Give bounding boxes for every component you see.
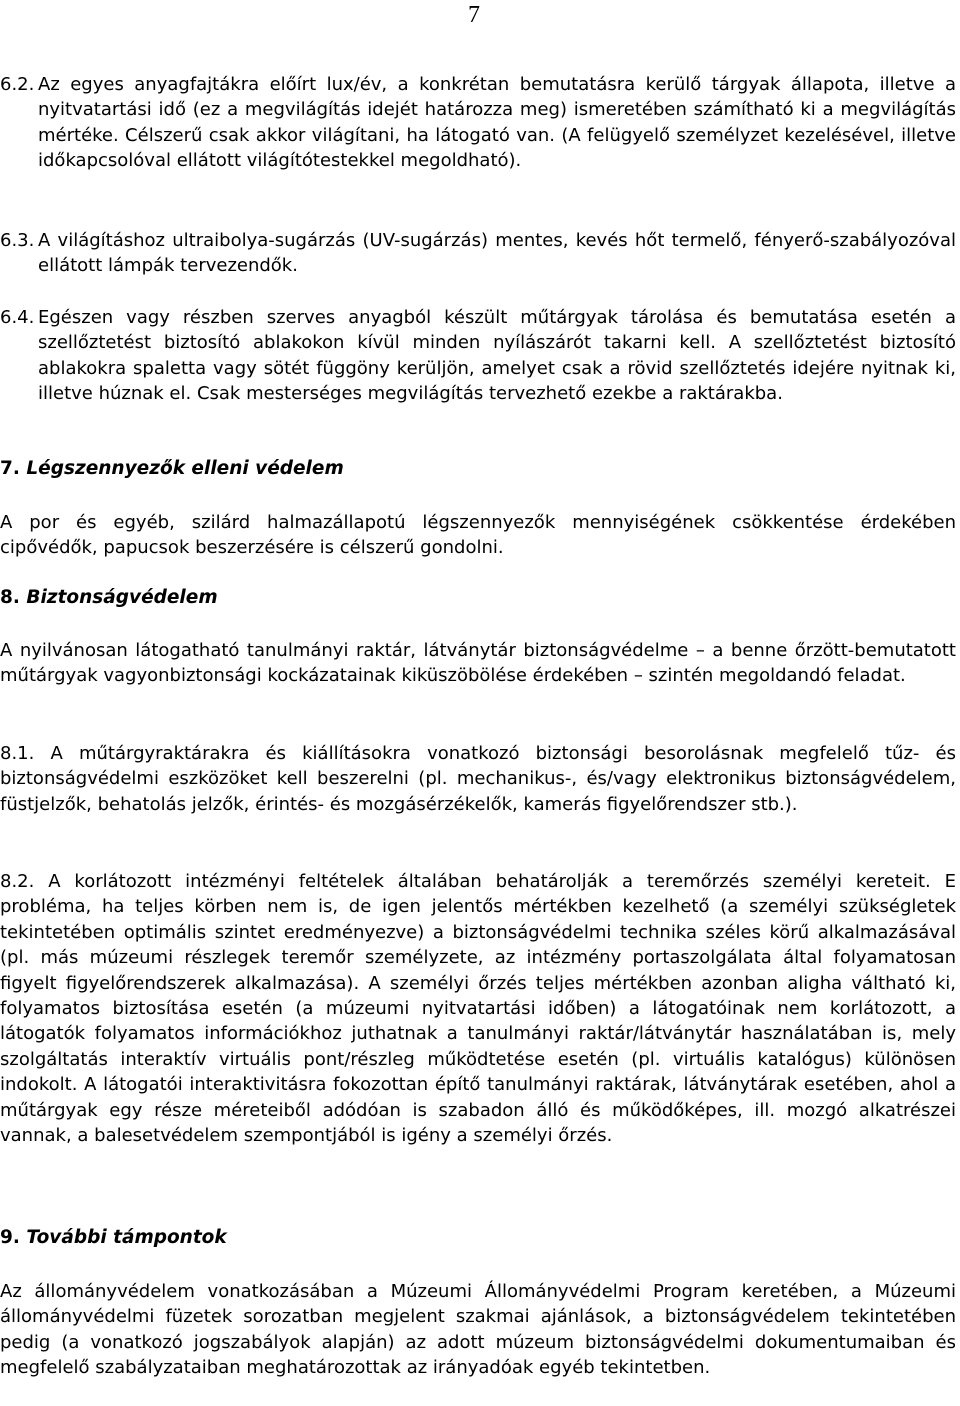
section-number: 8. <box>0 587 20 608</box>
section-title: Légszennyezők elleni védelem <box>26 458 344 479</box>
section-8-heading <box>0 587 218 608</box>
page-number: 7 <box>468 2 480 28</box>
paragraph-number: 6.2. <box>0 74 35 95</box>
section-9-heading <box>0 1227 227 1248</box>
paragraph-6-4 <box>0 305 956 407</box>
paragraph-number: 6.4. <box>0 307 35 328</box>
paragraph-8-1: 8.1. A műtárgyraktárakra és kiállításokra vonatkozó biztonsági besorolásnak megfelelő tűz- és biztonságvédelmi eszközöket kell beszerelni (pl. mechanikus-, és/vagy elektronikus biztonságvédelem, füstjelzők, behatolás jelzők, érintés- és mozgásérzékelők, kamerás figyelőrendszer stb.). <box>0 743 956 815</box>
section-7-body: A por és egyéb, szilárd halmazállapotú légszennyezők mennyiségének csökkentése érdekében cipővédők, papucsok beszerzésére is célszerű gondolni. <box>0 512 956 559</box>
paragraph-number: 6.3. <box>0 230 35 251</box>
section-8-body: A nyilvánosan látogatható tanulmányi raktár, látványtár biztonságvédelme – a benne őrzött-bemutatott műtárgyak vagyonbiztonsági kockázatainak kiküszöbölése érdekében – szintén megoldandó feladat. <box>0 640 956 687</box>
paragraph-6-2 <box>0 72 956 174</box>
paragraph-text: Egészen vagy részben szerves anyagból készült műtárgyak tárolása és bemutatása esetén a szellőztetést biztosító ablakokon kívül minden nyílászárót takarni kell. A szellőztetést biztosító ablakokra spaletta vagy sötét függöny kerüljön, amelyet csak a rövid szellőztetés idejére nyitnak ki, illetve húznak el. Csak mesterséges megvilágítás tervezhető ezekbe a raktárakba. <box>38 307 956 405</box>
paragraph-6-3 <box>0 228 956 279</box>
section-7-heading <box>0 458 344 479</box>
section-title: További támpontok <box>26 1227 227 1248</box>
paragraph-text: Az egyes anyagfajtákra előírt lux/év, a konkrétan bemutatásra kerülő tárgyak állapota, illetve a nyitvatartási idő (ez a megvilágítás idejét határozza meg) ismeretében számítható ki a megvilágítás mértéke. Célszerű csak akkor világítani, ha látogató van. (A felügyelő személyzet kezelésével, illetve időkapcsolóval ellátott világítótestekkel megoldható). <box>38 74 956 172</box>
section-number: 9. <box>0 1227 20 1248</box>
section-number: 7. <box>0 458 20 479</box>
paragraph-text: A világításhoz ultraibolya-sugárzás (UV-sugárzás) mentes, kevés hőt termelő, fényerő-szabályozóval ellátott lámpák tervezendők. <box>38 230 956 277</box>
section-title: Biztonságvédelem <box>26 587 218 608</box>
section-9-body: Az állományvédelem vonatkozásában a Múzeumi Állományvédelmi Program keretében, a Múzeumi állományvédelmi füzetek sorozatban megjelent szakmai ajánlások, a biztonságvédelem tekintetében pedig (a vonatkozó jogszabályok alapján) az adott múzeum biztonságvédelmi dokumentumaiban és megfelelő szabályzataiban meghatározottak az irányadóak egyéb tekintetben. <box>0 1281 956 1379</box>
paragraph-8-2: 8.2. A korlátozott intézményi feltételek általában behatárolják a teremőrzés személyi kereteit. E probléma, ha teljes körben nem is, de igen jelentős mértékben kezelhető (a személyi szükségletek tekintetében optimális szintet eredményezve) a biztonságvédelmi technika széles körű alkalmazásával (pl. más múzeumi részlegek teremőr személyzete, az intézmény portaszolgálata által folyamatosan figyelt figyelőrendszerek alkalmazása). A személyi őrzés teljes mértékben azonban aligha váltható ki, folyamatos biztosítása esetén (a múzeumi nyitvatartási időben) a látogatóinak nem korlátozott, a látogatók folyamatos információkhoz juthatnak a tanulmányi raktár/látványtár használatában is, mely szolgáltatás interaktív virtuális pont/részleg működtetése esetén (pl. virtuális katalógus) különösen indokolt. A látogatói interaktivitásra fokozottan építő tanulmányi raktárak, látványtárak esetében, ahol a műtárgyak egy része méreteiből adódóan is szabadon álló és működőképes, ill. mozgó alkatrészei vannak, a balesetvédelem szempontjából is igény a személyi őrzés. <box>0 871 956 1147</box>
